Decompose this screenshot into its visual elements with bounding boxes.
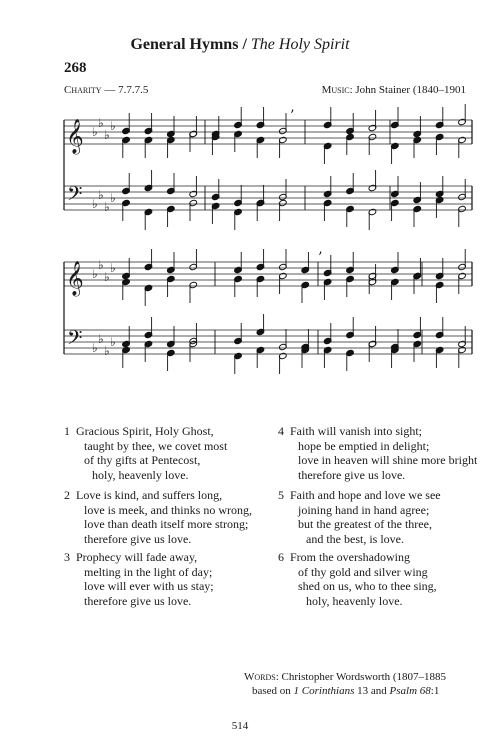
verse-6	[278, 550, 437, 608]
verse-line: and the best, is love.	[306, 531, 404, 546]
verse-line: of thy gold and silver wing	[298, 564, 428, 579]
score-system-1	[64, 104, 472, 230]
hymn-number: 268	[64, 60, 87, 76]
scripture-ref-1-tail: 13 and	[357, 685, 387, 697]
score-system-2	[64, 249, 472, 374]
breath-mark: ’	[290, 108, 295, 124]
verse-2	[64, 488, 252, 546]
flat-sign: ♭	[110, 335, 116, 349]
words-author: Christopher Wordsworth (1807–1885	[281, 671, 447, 683]
verse-line: holy, heavenly love.	[92, 467, 189, 482]
verse-number: 1	[64, 424, 70, 438]
bass-clef: 𝄢	[67, 182, 83, 210]
verse-line: hope be emptied in delight;	[298, 438, 430, 453]
flat-sign: ♭	[92, 267, 98, 281]
verse-number: 5	[278, 488, 284, 502]
verse-5	[278, 488, 441, 546]
treble-clef: 𝄞	[66, 119, 84, 154]
words-credit	[244, 670, 470, 698]
flat-sign: ♭	[110, 261, 116, 275]
page-number: 514	[231, 720, 249, 732]
verse-line: taught by thee, we covet most	[84, 438, 228, 453]
flat-sign: ♭	[104, 270, 110, 284]
verse-line: but the greatest of the three,	[298, 517, 432, 532]
flat-sign: ♭	[98, 332, 104, 346]
verse-1	[64, 424, 228, 482]
verse-line: Prophecy will fade away,	[76, 550, 198, 564]
flat-sign: ♭	[92, 341, 98, 355]
scripture-ref-2-tail: :1	[430, 685, 440, 697]
treble-clef: 𝄞	[66, 261, 84, 296]
flat-sign: ♭	[104, 344, 110, 358]
bass-clef: 𝄢	[67, 326, 83, 354]
flat-sign: ♭	[104, 200, 110, 214]
based-on-line	[244, 684, 470, 698]
tune-name: Charity	[64, 84, 102, 96]
verse-line: of thy gifts at Pentecost,	[84, 453, 201, 468]
verse-line: therefore give us love.	[84, 593, 192, 608]
flat-sign: ♭	[98, 116, 104, 130]
verse-line: From the overshadowing	[290, 550, 410, 564]
scripture-ref-2: Psalm 68	[389, 685, 431, 697]
verse-line: love is meek, and thinks no wrong,	[84, 502, 252, 517]
verse-line: therefore give us love.	[298, 467, 406, 482]
verse-number: 4	[278, 424, 284, 438]
flat-sign: ♭	[92, 125, 98, 139]
breath-mark: ’	[318, 250, 323, 266]
verse-line: Faith will vanish into sight;	[290, 424, 423, 438]
flat-sign: ♭	[92, 197, 98, 211]
verse-line: love in heaven will shine more bright	[298, 453, 478, 468]
words-line	[244, 670, 470, 684]
based-prefix: based on	[252, 685, 291, 697]
verse-line: Faith and hope and love we see	[290, 488, 441, 502]
subsection-title: The Holy Spirit	[250, 36, 350, 53]
words-label: Words:	[244, 671, 279, 683]
verse-line: joining hand in hand agree;	[298, 502, 430, 517]
flat-sign: ♭	[104, 128, 110, 142]
composer: John Stainer (1840–1901	[355, 84, 466, 96]
flat-sign: ♭	[110, 119, 116, 133]
verse-line: Gracious Spirit, Holy Ghost,	[76, 424, 214, 438]
scripture-ref-1: 1 Corinthians	[293, 685, 355, 697]
verse-number: 2	[64, 488, 70, 502]
verse-line: shed on us, who to thee sing,	[298, 579, 437, 594]
verse-line: melting in the light of day;	[84, 564, 213, 579]
flat-sign: ♭	[98, 188, 104, 202]
verse-line: love will ever with us stay;	[84, 579, 214, 594]
tune-meter: — 7.7.7.5	[104, 84, 149, 96]
verse-4	[278, 424, 478, 482]
verse-number: 6	[278, 550, 284, 564]
verse-line: therefore give us love.	[84, 531, 192, 546]
section-title: General Hymns	[130, 36, 239, 53]
title-separator: /	[238, 36, 251, 53]
verse-3	[64, 550, 214, 608]
flat-sign: ♭	[110, 191, 116, 205]
flat-sign: ♭	[98, 258, 104, 272]
verse-line: holy, heavenly love.	[306, 593, 403, 608]
verse-number: 3	[64, 550, 70, 564]
music-label: Music:	[321, 84, 353, 96]
verse-line: Love is kind, and suffers long,	[76, 488, 223, 502]
verse-line: love than death itself more strong;	[84, 517, 249, 532]
